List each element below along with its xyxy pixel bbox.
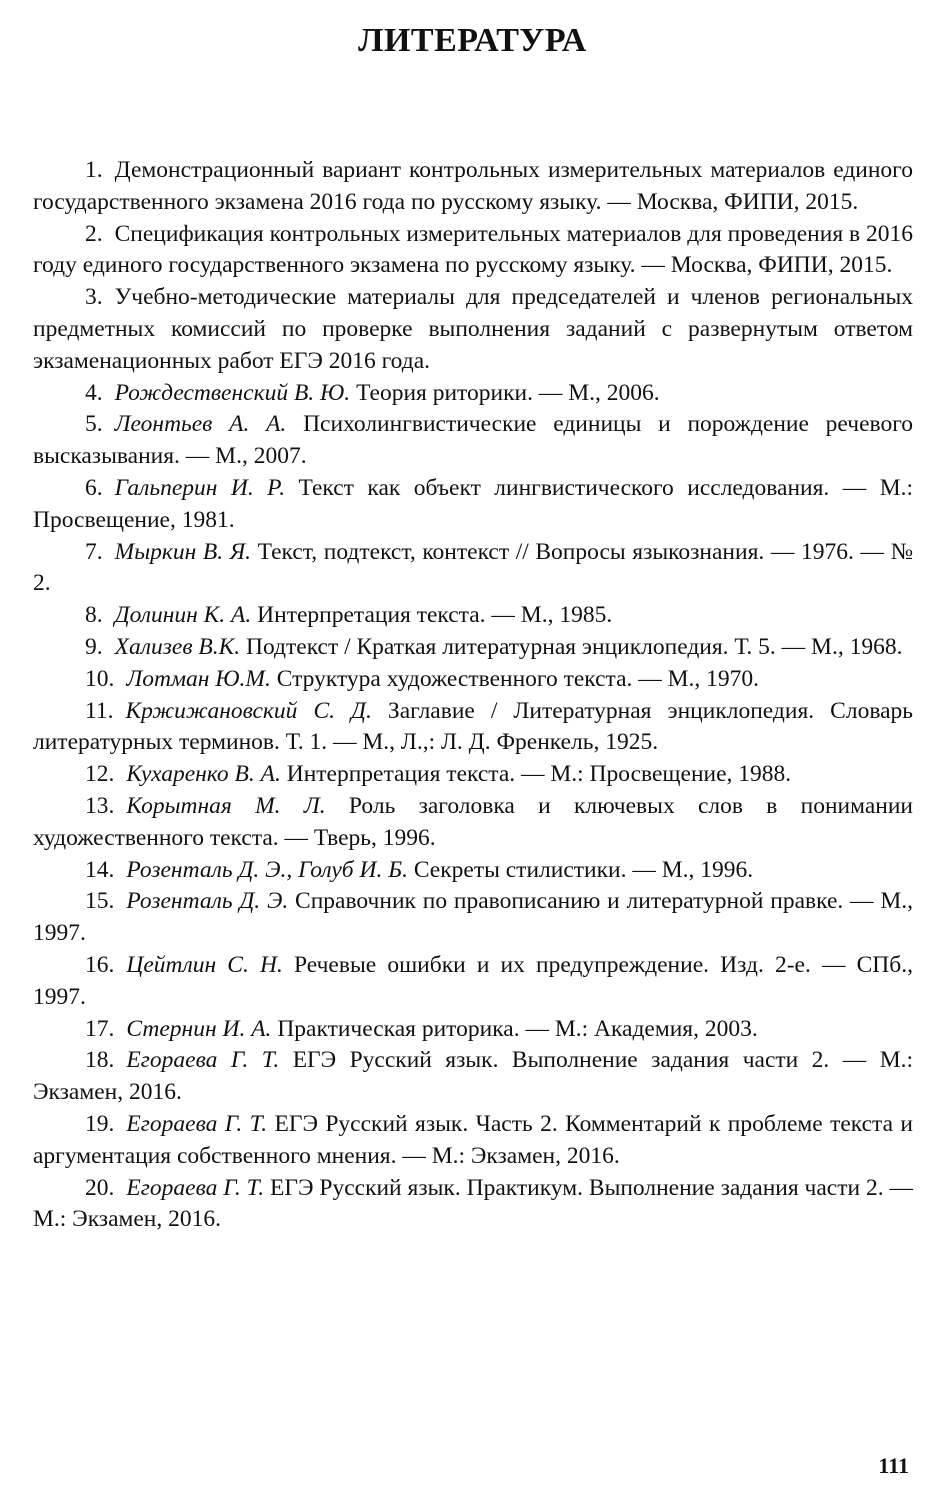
reference-item [33,664,913,696]
reference-number: 18. [85,1047,115,1074]
reference-text: Роль заголовка и ключевых слов в понимании художественного текста. — Тверь, 1996. [33,792,914,851]
reference-item [33,1109,913,1173]
reference-text: Теория риторики. — М., 2006. [356,379,660,406]
reference-author: Розенталь Д. Э. [126,888,289,915]
reference-text: ЕГЭ Русский язык. Часть 2. Комментарий к проблеме текста и аргументация собственного мнения. — М.: Экзамен, 2016. [33,1110,914,1169]
reference-number: 14. [85,856,115,883]
reference-item [33,632,913,664]
reference-number: 20. [85,1174,115,1201]
reference-item [33,791,913,855]
reference-author: Гальперин И. Р. [114,474,286,501]
reference-author: Рождественский В. Ю. [114,379,351,406]
reference-text: Демонстрационный вариант контрольных измерительных материалов единого государственного экзамена 2016 года по русскому языку. — Москва, ФИПИ, 2015. [33,157,913,215]
reference-item [33,1173,913,1237]
reference-number: 17. [85,1015,115,1042]
reference-number: 11. [85,697,114,724]
reference-text: ЕГЭ Русский язык. Выполнение задания части 2. — М.: Экзамен, 2016. [33,1047,914,1106]
page-title: ЛИТЕРАТУРА [358,22,587,59]
reference-text: Справочник по правописанию и литературной правке. — М., 1997. [33,888,914,947]
reference-number: 2. [85,220,103,247]
reference-text: Практическая риторика. — М.: Академия, 2003. [277,1015,758,1042]
reference-text: Интерпретация текста. — М., 1985. [257,602,613,629]
reference-item [33,855,913,887]
reference-number: 5. [85,411,103,438]
reference-item [33,473,913,537]
reference-item [33,886,913,950]
reference-number: 12. [85,761,115,788]
reference-number: 15. [85,888,115,915]
reference-text: Структура художественного текста. — М., 1970. [276,665,760,692]
reference-author: Кухаренко В. А. [126,761,281,788]
reference-number: 6. [85,474,103,501]
reference-number: 8. [85,602,103,629]
reference-author: Егораева Г. Т. [126,1174,265,1201]
reference-text: Спецификация контрольных измерительных материалов для проведения в 2016 году единого государственного экзамена по русскому языку. — Москва, ФИПИ, 2015. [33,220,913,279]
reference-number: 7. [85,538,103,565]
reference-author: Мыркин В. Я. [114,538,252,565]
reference-item [33,378,913,410]
reference-author: Цейтлин С. Н. [126,951,283,978]
reference-number: 1. [85,157,103,183]
reference-author: Хализев В.К. [114,633,241,660]
reference-text: Речевые ошибки и их предупреждение. Изд. 2-е. — СПб., 1997. [33,951,913,1010]
reference-item [33,950,913,1014]
reference-author: Егораева Г. Т. [126,1110,268,1137]
reference-text: Учебно-методические материалы для председателей и членов региональных предметных комиссий по проверке выполнения заданий с развернутым ответом экзаменационных работ ЕГЭ 2016 года. [33,284,913,374]
reference-text: Подтекст / Краткая литературная энциклопедия. Т. 5. — М., 1968. [246,633,903,660]
reference-item [33,409,913,473]
reference-number: 16. [85,951,115,978]
reference-item [33,1045,913,1109]
reference-item [33,759,913,791]
reference-text: Психолингвистические единицы и порождение речевого высказывания. — М., 2007. [33,411,913,470]
reference-author: Лотман Ю.М. [126,665,271,692]
reference-author: Кржижановский С. Д. [125,697,372,724]
page-number: 111 [878,1453,909,1478]
reference-text: Заглавие / Литературная энциклопедия. Словарь литературных терминов. Т. 1. — М., Л.,: Л. Д. Френкель, 1925. [33,697,914,756]
reference-list [33,155,913,1236]
reference-author: Стернин И. А. [126,1015,272,1042]
reference-number: 19. [85,1110,115,1137]
reference-number: 4. [85,379,103,406]
reference-text: Интерпретация текста. — М.: Просвещение, 1988. [286,761,792,788]
reference-number: 10. [85,665,115,692]
reference-item [33,1014,913,1046]
reference-text: Секреты стилистики. — М., 1996. [413,856,754,883]
reference-text: Текст как объект лингвистического исследования. — М.: Просвещение, 1981. [33,474,914,533]
reference-number: 3. [85,284,103,311]
reference-item [33,219,913,283]
reference-number: 9. [85,633,103,660]
reference-text: Текст, подтекст, контекст // Вопросы языкознания. — 1976. — № 2. [33,538,913,597]
reference-number: 13. [85,792,115,819]
reference-item [33,282,913,377]
reference-item [33,155,913,219]
reference-item [33,696,913,760]
reference-author: Розенталь Д. Э., Голуб И. Б. [126,856,408,883]
reference-text: ЕГЭ Русский язык. Практикум. Выполнение задания части 2. — М.: Экзамен, 2016. [33,1174,914,1233]
reference-item [33,600,913,632]
reference-author: Долинин К. А. [114,602,252,629]
reference-item [33,537,913,601]
reference-author: Корытная М. Л. [126,792,326,819]
reference-author: Леонтьев А. А. [114,411,287,438]
reference-author: Егораева Г. Т. [126,1047,280,1074]
